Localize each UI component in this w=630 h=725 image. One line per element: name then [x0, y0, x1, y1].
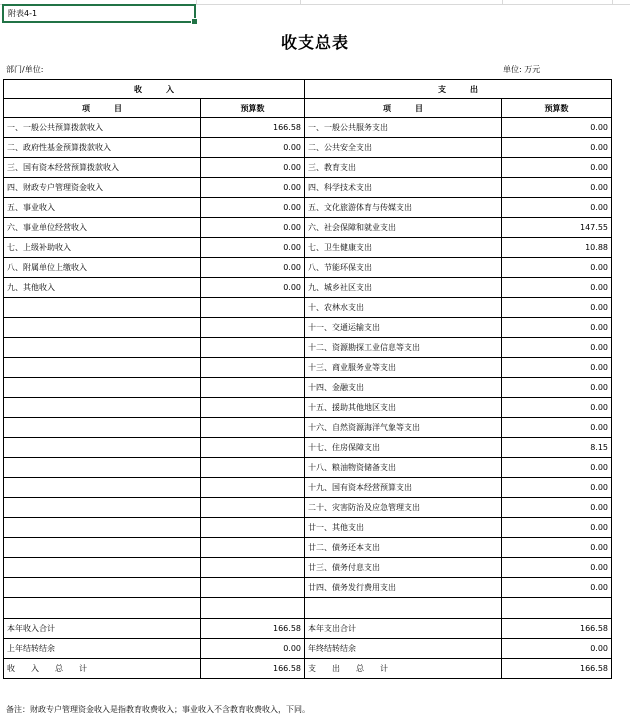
- expense-budget-cell[interactable]: 0.00: [502, 639, 612, 659]
- department-label: 部门/单位:: [6, 65, 44, 74]
- income-budget-cell[interactable]: 166.58: [201, 619, 305, 639]
- expense-item-cell[interactable]: 廿一、其他支出: [305, 518, 502, 538]
- income-item-cell[interactable]: [4, 338, 201, 358]
- expense-budget-cell[interactable]: 0.00: [502, 418, 612, 438]
- income-item-cell[interactable]: 二、政府性基金预算拨款收入: [4, 138, 201, 158]
- table-row: [4, 458, 612, 478]
- income-budget-cell[interactable]: [201, 318, 305, 338]
- income-budget-cell[interactable]: [201, 398, 305, 418]
- income-budget-cell[interactable]: 0.00: [201, 278, 305, 298]
- expense-item-cell[interactable]: 六、社会保障和就业支出: [305, 218, 502, 238]
- expense-budget-cell[interactable]: 166.58: [502, 619, 612, 639]
- expense-item-cell[interactable]: 十、农林水支出: [305, 298, 502, 318]
- income-item-cell[interactable]: 三、国有资本经营预算拨款收入: [4, 158, 201, 178]
- income-item-cell[interactable]: 收 入 总 计: [4, 659, 201, 679]
- selected-cell[interactable]: [2, 4, 196, 23]
- income-budget-cell[interactable]: [201, 358, 305, 378]
- expense-item-cell[interactable]: 十八、粮油物资储备支出: [305, 458, 502, 478]
- expense-item-cell[interactable]: 廿四、债务发行费用支出: [305, 578, 502, 598]
- cell-ref-text: 附表4-1: [8, 9, 38, 18]
- expense-item-cell[interactable]: 廿三、债务付息支出: [305, 558, 502, 578]
- income-budget-cell[interactable]: 166.58: [201, 118, 305, 138]
- expense-item-cell[interactable]: 七、卫生健康支出: [305, 238, 502, 258]
- table-row: [4, 178, 612, 198]
- expense-budget-cell[interactable]: [502, 598, 612, 619]
- income-item-cell[interactable]: [4, 438, 201, 458]
- income-budget-cell[interactable]: 0.00: [201, 218, 305, 238]
- expense-budget-cell[interactable]: 0.00: [502, 498, 612, 518]
- fill-handle[interactable]: [191, 18, 198, 25]
- expense-budget-cell[interactable]: 0.00: [502, 158, 612, 178]
- income-budget-cell[interactable]: [201, 538, 305, 558]
- expense-budget-cell[interactable]: 0.00: [502, 198, 612, 218]
- expense-budget-cell[interactable]: 0.00: [502, 518, 612, 538]
- expense-budget-cell[interactable]: 0.00: [502, 258, 612, 278]
- expense-item-cell[interactable]: 二、公共安全支出: [305, 138, 502, 158]
- income-item-cell[interactable]: 八、附属单位上缴收入: [4, 258, 201, 278]
- income-item-cell[interactable]: 一、一般公共预算拨款收入: [4, 118, 201, 138]
- table-row: [4, 278, 612, 298]
- income-item-cell[interactable]: 上年结转结余: [4, 639, 201, 659]
- income-budget-cell[interactable]: [201, 418, 305, 438]
- income-item-cell[interactable]: [4, 318, 201, 338]
- total-row: [4, 639, 612, 659]
- income-item-cell[interactable]: [4, 558, 201, 578]
- section-header-row: [4, 80, 612, 99]
- expense-item-cell[interactable]: [305, 598, 502, 619]
- income-budget-cell[interactable]: 166.58: [201, 659, 305, 679]
- income-item-cell[interactable]: [4, 598, 201, 619]
- income-item-cell[interactable]: 四、财政专户管理资金收入: [4, 178, 201, 198]
- income-budget-cell[interactable]: [201, 298, 305, 318]
- expense-item-cell[interactable]: 一、一般公共服务支出: [305, 118, 502, 138]
- income-item-cell[interactable]: 五、事业收入: [4, 198, 201, 218]
- table-row: [4, 578, 612, 598]
- income-budget-cell[interactable]: 0.00: [201, 138, 305, 158]
- income-item-cell[interactable]: 六、事业单位经营收入: [4, 218, 201, 238]
- income-budget-cell[interactable]: [201, 378, 305, 398]
- income-budget-cell[interactable]: [201, 518, 305, 538]
- expense-item-cell[interactable]: 廿二、债务还本支出: [305, 538, 502, 558]
- expense-budget-cell[interactable]: 0.00: [502, 578, 612, 598]
- income-item-cell[interactable]: 九、其他收入: [4, 278, 201, 298]
- income-budget-cell[interactable]: 0.00: [201, 158, 305, 178]
- income-item-cell[interactable]: [4, 478, 201, 498]
- expense-budget-cell[interactable]: 0.00: [502, 378, 612, 398]
- expense-header: 支 出: [305, 80, 612, 99]
- income-budget-cell[interactable]: 0.00: [201, 258, 305, 278]
- income-header: 收 入: [4, 80, 305, 99]
- total-row: [4, 619, 612, 639]
- table-row: [4, 118, 612, 138]
- table-row: [4, 598, 612, 619]
- expense-item-cell[interactable]: 十三、商业服务业等支出: [305, 358, 502, 378]
- page-title: 收支总表: [280, 33, 349, 52]
- expense-budget-cell[interactable]: 0.00: [502, 538, 612, 558]
- expense-item-cell[interactable]: 十四、金融支出: [305, 378, 502, 398]
- income-item-cell[interactable]: [4, 518, 201, 538]
- expense-budget-cell[interactable]: 0.00: [502, 178, 612, 198]
- income-item-cell[interactable]: [4, 398, 201, 418]
- table-row: [4, 358, 612, 378]
- table-row: [4, 518, 612, 538]
- expense-budget-cell[interactable]: 0.00: [502, 338, 612, 358]
- income-budget-cell[interactable]: [201, 438, 305, 458]
- income-item-cell[interactable]: [4, 378, 201, 398]
- expense-item-cell[interactable]: 二十、灾害防治及应急管理支出: [305, 498, 502, 518]
- expense-budget-cell[interactable]: 0.00: [502, 138, 612, 158]
- income-item-cell[interactable]: [4, 538, 201, 558]
- expense-budget-header: 预算数: [502, 99, 612, 118]
- expense-budget-cell[interactable]: 0.00: [502, 558, 612, 578]
- income-item-cell[interactable]: 本年收入合计: [4, 619, 201, 639]
- income-item-cell[interactable]: [4, 578, 201, 598]
- expense-item-cell[interactable]: 八、节能环保支出: [305, 258, 502, 278]
- unit-label: 单位: 万元: [503, 65, 541, 74]
- income-budget-cell[interactable]: 0.00: [201, 238, 305, 258]
- expense-budget-cell[interactable]: 8.15: [502, 438, 612, 458]
- expense-item-cell[interactable]: 本年支出合计: [305, 619, 502, 639]
- income-item-cell[interactable]: [4, 418, 201, 438]
- income-budget-cell[interactable]: [201, 478, 305, 498]
- table-row: [4, 318, 612, 338]
- income-budget-cell[interactable]: [201, 578, 305, 598]
- table-row: [4, 198, 612, 218]
- expense-budget-cell[interactable]: 147.55: [502, 218, 612, 238]
- expense-item-cell[interactable]: 五、文化旅游体育与传媒支出: [305, 198, 502, 218]
- table-row: [4, 438, 612, 458]
- summary-table: [3, 79, 612, 679]
- table-row: [4, 298, 612, 318]
- income-item-cell[interactable]: [4, 298, 201, 318]
- expense-budget-cell[interactable]: 0.00: [502, 478, 612, 498]
- income-budget-cell[interactable]: 0.00: [201, 639, 305, 659]
- income-item-cell[interactable]: [4, 358, 201, 378]
- table-row: [4, 238, 612, 258]
- expense-budget-cell[interactable]: 0.00: [502, 398, 612, 418]
- expense-item-header: 项 目: [305, 99, 502, 118]
- expense-item-cell[interactable]: 十二、资源勘探工业信息等支出: [305, 338, 502, 358]
- table-row: [4, 478, 612, 498]
- expense-budget-cell[interactable]: 0.00: [502, 278, 612, 298]
- income-budget-header: 预算数: [201, 99, 305, 118]
- table-row: [4, 398, 612, 418]
- expense-budget-cell[interactable]: 0.00: [502, 458, 612, 478]
- income-budget-cell[interactable]: [201, 458, 305, 478]
- expense-budget-cell[interactable]: 10.88: [502, 238, 612, 258]
- income-item-header: 项 目: [4, 99, 201, 118]
- income-budget-cell[interactable]: [201, 498, 305, 518]
- expense-item-cell[interactable]: 九、城乡社区支出: [305, 278, 502, 298]
- table-row: [4, 158, 612, 178]
- table-row: [4, 138, 612, 158]
- table-row: [4, 338, 612, 358]
- table-row: [4, 218, 612, 238]
- expense-item-cell[interactable]: 年终结转结余: [305, 639, 502, 659]
- table-row: [4, 498, 612, 518]
- footnote: 备注：财政专户管理资金收入是指教育收费收入；事业收入不含教育收费收入，下同。: [6, 705, 310, 714]
- expense-item-cell[interactable]: 十五、援助其他地区支出: [305, 398, 502, 418]
- expense-item-cell[interactable]: 十七、住房保障支出: [305, 438, 502, 458]
- income-budget-cell[interactable]: [201, 338, 305, 358]
- expense-item-cell[interactable]: 十一、交通运输支出: [305, 318, 502, 338]
- expense-budget-cell[interactable]: 0.00: [502, 298, 612, 318]
- expense-item-cell[interactable]: 四、科学技术支出: [305, 178, 502, 198]
- income-budget-cell[interactable]: 0.00: [201, 198, 305, 218]
- expense-item-cell[interactable]: 十六、自然资源海洋气象等支出: [305, 418, 502, 438]
- income-item-cell[interactable]: [4, 458, 201, 478]
- income-budget-cell[interactable]: [201, 598, 305, 619]
- expense-item-cell[interactable]: 十九、国有资本经营预算支出: [305, 478, 502, 498]
- expense-budget-cell[interactable]: 166.58: [502, 659, 612, 679]
- expense-budget-cell[interactable]: 0.00: [502, 118, 612, 138]
- table-row: [4, 378, 612, 398]
- total-row: [4, 659, 612, 679]
- table-row: [4, 558, 612, 578]
- table-row: [4, 538, 612, 558]
- expense-budget-cell[interactable]: 0.00: [502, 318, 612, 338]
- income-item-cell[interactable]: [4, 498, 201, 518]
- income-item-cell[interactable]: 七、上级补助收入: [4, 238, 201, 258]
- expense-budget-cell[interactable]: 0.00: [502, 358, 612, 378]
- expense-item-cell[interactable]: 三、教育支出: [305, 158, 502, 178]
- table-row: [4, 418, 612, 438]
- income-budget-cell[interactable]: [201, 558, 305, 578]
- income-budget-cell[interactable]: 0.00: [201, 178, 305, 198]
- column-header-row: [4, 99, 612, 118]
- table-row: [4, 258, 612, 278]
- expense-item-cell[interactable]: 支 出 总 计: [305, 659, 502, 679]
